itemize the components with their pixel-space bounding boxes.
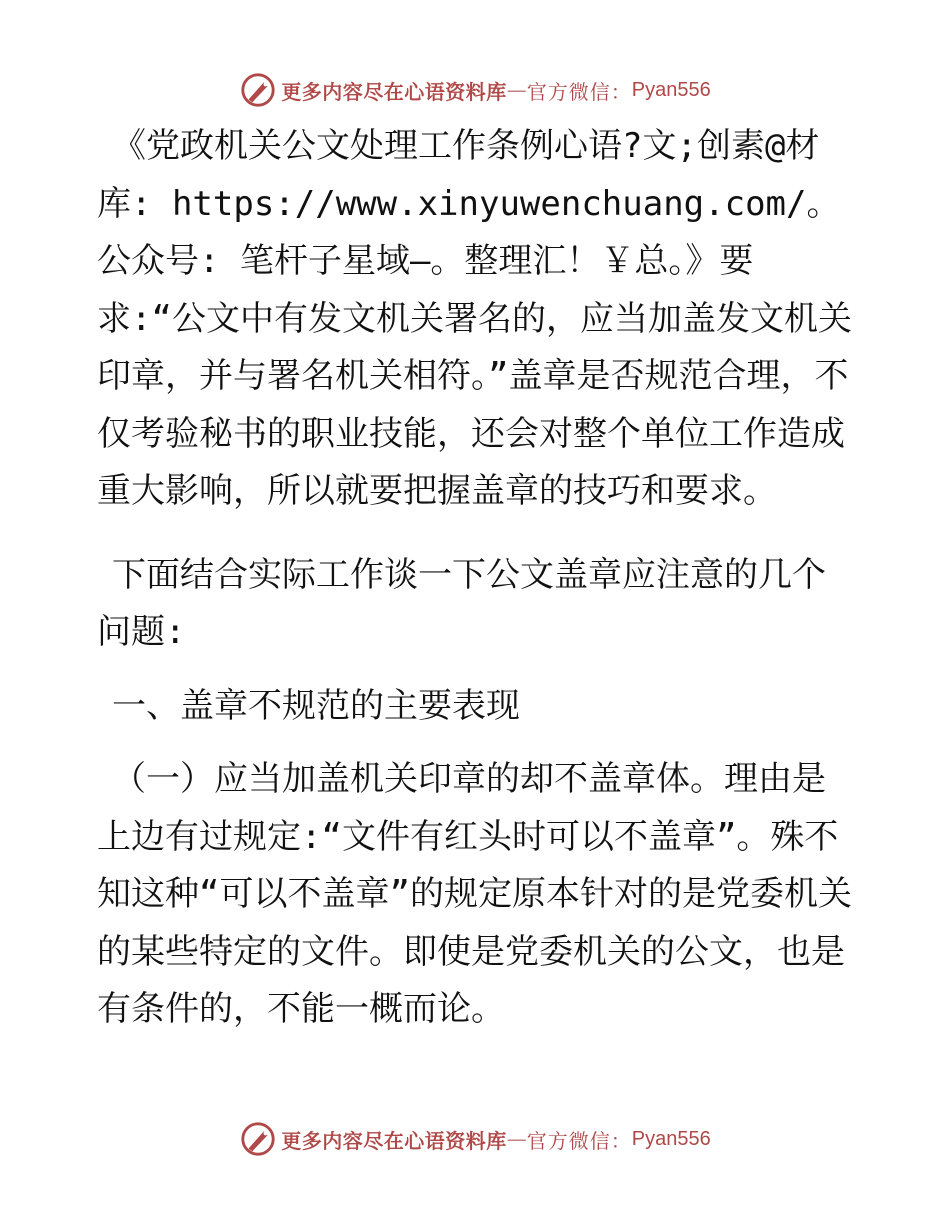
pen-nib-logo-icon bbox=[239, 1120, 277, 1158]
paragraph-intro: 《党政机关公文处理工作条例心语?文;创素@材库: https://www.xinyuwenchuang.com/。公众号: 笔杆子星域—。整理汇！￥总。》要求:“公文中有发文机关署名的，应当加盖发文机关印章，并与署名机关相符。”盖章是否规范合理，不仅考验秘书的职业技能，还会对整个单位工作造成重大影响，所以就要把握盖章的技巧和要求。 bbox=[97, 126, 852, 511]
watermark-site-text: 更多内容尽在心语资料库 bbox=[281, 79, 507, 104]
watermark-wechat-label: 官方微信： bbox=[526, 1128, 632, 1153]
watermark-site-text: 更多内容尽在心语资料库 bbox=[281, 1128, 507, 1153]
pen-nib-logo-icon bbox=[239, 71, 277, 109]
paragraph-lead-in: 下面结合实际工作谈一下公文盖章应注意的几个问题: bbox=[97, 554, 826, 652]
document-body bbox=[97, 118, 857, 1039]
watermark-wechat-id: Pyan556 bbox=[631, 1127, 711, 1150]
footer-watermark-banner bbox=[0, 1117, 950, 1161]
paragraph-point-one: （一）应当加盖机关印章的却不盖章体。理由是上边有过规定:“文件有红头时可以不盖章”。殊不知这种“可以不盖章”的规定原本针对的是党委机关的某些特定的文件。即使是党委机关的公文，也是有条件的，不能一概而论。 bbox=[97, 759, 852, 1029]
watermark-separator: — bbox=[506, 1127, 527, 1151]
watermark-wechat-label: 官方微信： bbox=[526, 79, 632, 104]
watermark-wechat-id: Pyan556 bbox=[631, 78, 711, 101]
watermark-separator: — bbox=[506, 78, 527, 102]
header-watermark-banner bbox=[0, 68, 950, 112]
section-heading: 一、盖章不规范的主要表现 bbox=[112, 685, 520, 726]
